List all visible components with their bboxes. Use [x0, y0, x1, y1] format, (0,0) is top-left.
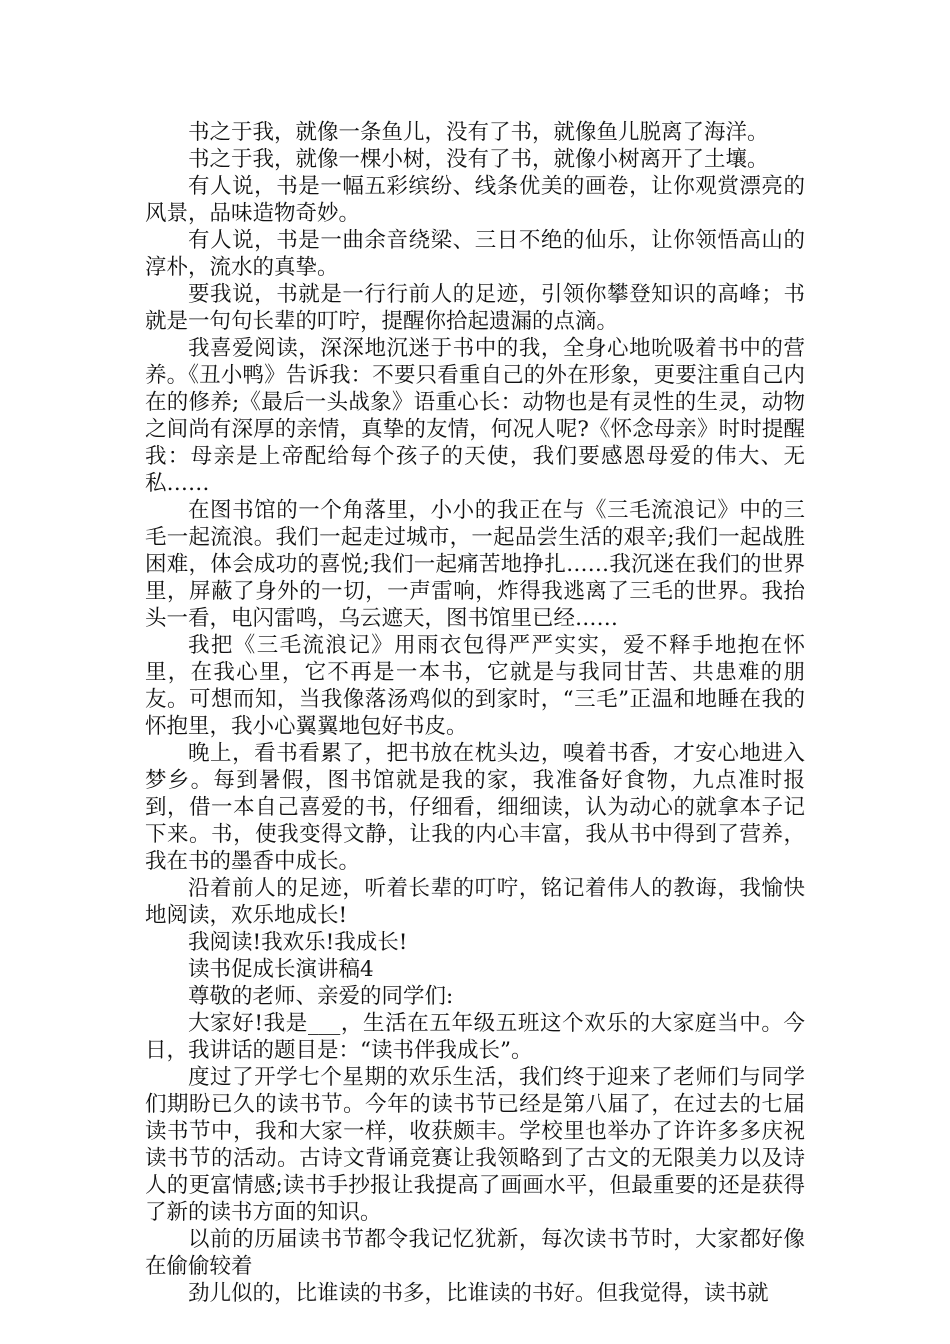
paragraph: 沿着前人的足迹，听着长辈的叮咛，铭记着伟人的教诲，我愉快地阅读，欢乐地成长!	[145, 876, 805, 928]
paragraph: 度过了开学七个星期的欢乐生活，我们终于迎来了老师们与同学们期盼已久的读书节。今年的读书节已经是第八届了，在过去的七届读书节中，我和大家一样，收获颇丰。学校里也举办了许许多多庆祝读书节的活动。古诗文背诵竞赛让我领略到了古文的无限美力以及诗人的更富情感;读书手抄报让我提高了画画水平，但最重要的还是获得了新的读书方面的知识。	[145, 1065, 805, 1225]
document-page	[145, 119, 805, 1307]
paragraph: 我阅读!我欢乐!我成长!	[188, 930, 408, 955]
paragraph: 在图书馆的一个角落里，小小的我正在与《三毛流浪记》中的三毛一起流浪。我们一起走过城市，一起品尝生活的艰辛;我们一起战胜困难，体会成功的喜悦;我们一起痛苦地挣扎……我沉迷在我们的世界里，屏蔽了身外的一切，一声雷响，炸得我逃离了三毛的世界。我抬头一看，电闪雷鸣，乌云遮天，图书馆里已经……	[145, 498, 805, 631]
paragraph: 劲儿似的，比谁读的书多，比谁读的书好。但我觉得，读书就	[188, 1281, 769, 1306]
paragraph: 我把《三毛流浪记》用雨衣包得严严实实，爱不释手地抱在怀里，在我心里，它不再是一本书，它就是与我同甘苦、共患难的朋友。可想而知，当我像落汤鸡似的到家时，“三毛”正温和地睡在我的怀抱里，我小心翼翼地包好书皮。	[145, 633, 805, 739]
paragraph: 晚上，看书看累了，把书放在枕头边，嗅着书香，才安心地进入梦乡。每到暑假，图书馆就是我的家，我准备好食物，九点准时报到，借一本自己喜爱的书，仔细看，细细读，认为动心的就拿本子记下来。书，使我变得文静，让我的内心丰富，我从书中得到了营养，我在书的墨香中成长。	[145, 741, 805, 874]
paragraph: 书之于我，就像一条鱼儿，没有了书，就像鱼儿脱离了海洋。	[188, 120, 769, 145]
paragraph: 书之于我，就像一棵小树，没有了书，就像小树离开了土壤。	[188, 147, 769, 172]
paragraph: 要我说，书就是一行行前人的足迹，引领你攀登知识的高峰；书就是一句句长辈的叮咛，提醒你拾起遗漏的点滴。	[145, 282, 805, 334]
paragraph: 有人说，书是一幅五彩缤纷、线条优美的画卷，让你观赏漂亮的风景，品味造物奇妙。	[145, 174, 805, 226]
paragraph: 有人说，书是一曲余音绕梁、三日不绝的仙乐，让你领悟高山的淳朴，流水的真挚。	[145, 228, 805, 280]
section-heading: 读书促成长演讲稿4	[188, 957, 374, 982]
paragraph: 我喜爱阅读，深深地沉迷于书中的我，全身心地吮吸着书中的营养。《丑小鸭》告诉我：不要只看重自己的外在形象，更要注重自己内在的修养;《最后一头战象》语重心长：动物也是有灵性的生灵，动物之间尚有深厚的亲情，真挚的友情，何况人呢?《怀念母亲》时时提醒我：母亲是上帝配给每个孩子的天使，我们要感恩母爱的伟大、无私……	[145, 336, 805, 496]
paragraph: 大家好!我是___，生活在五年级五班这个欢乐的大家庭当中。今日，我讲话的题目是：“读书伴我成长”。	[145, 1011, 805, 1063]
paragraph: 以前的历届读书节都令我记忆犹新，每次读书节时，大家都好像在偷偷较着	[145, 1227, 805, 1279]
salutation: 尊敬的老师、亲爱的同学们:	[188, 984, 454, 1009]
